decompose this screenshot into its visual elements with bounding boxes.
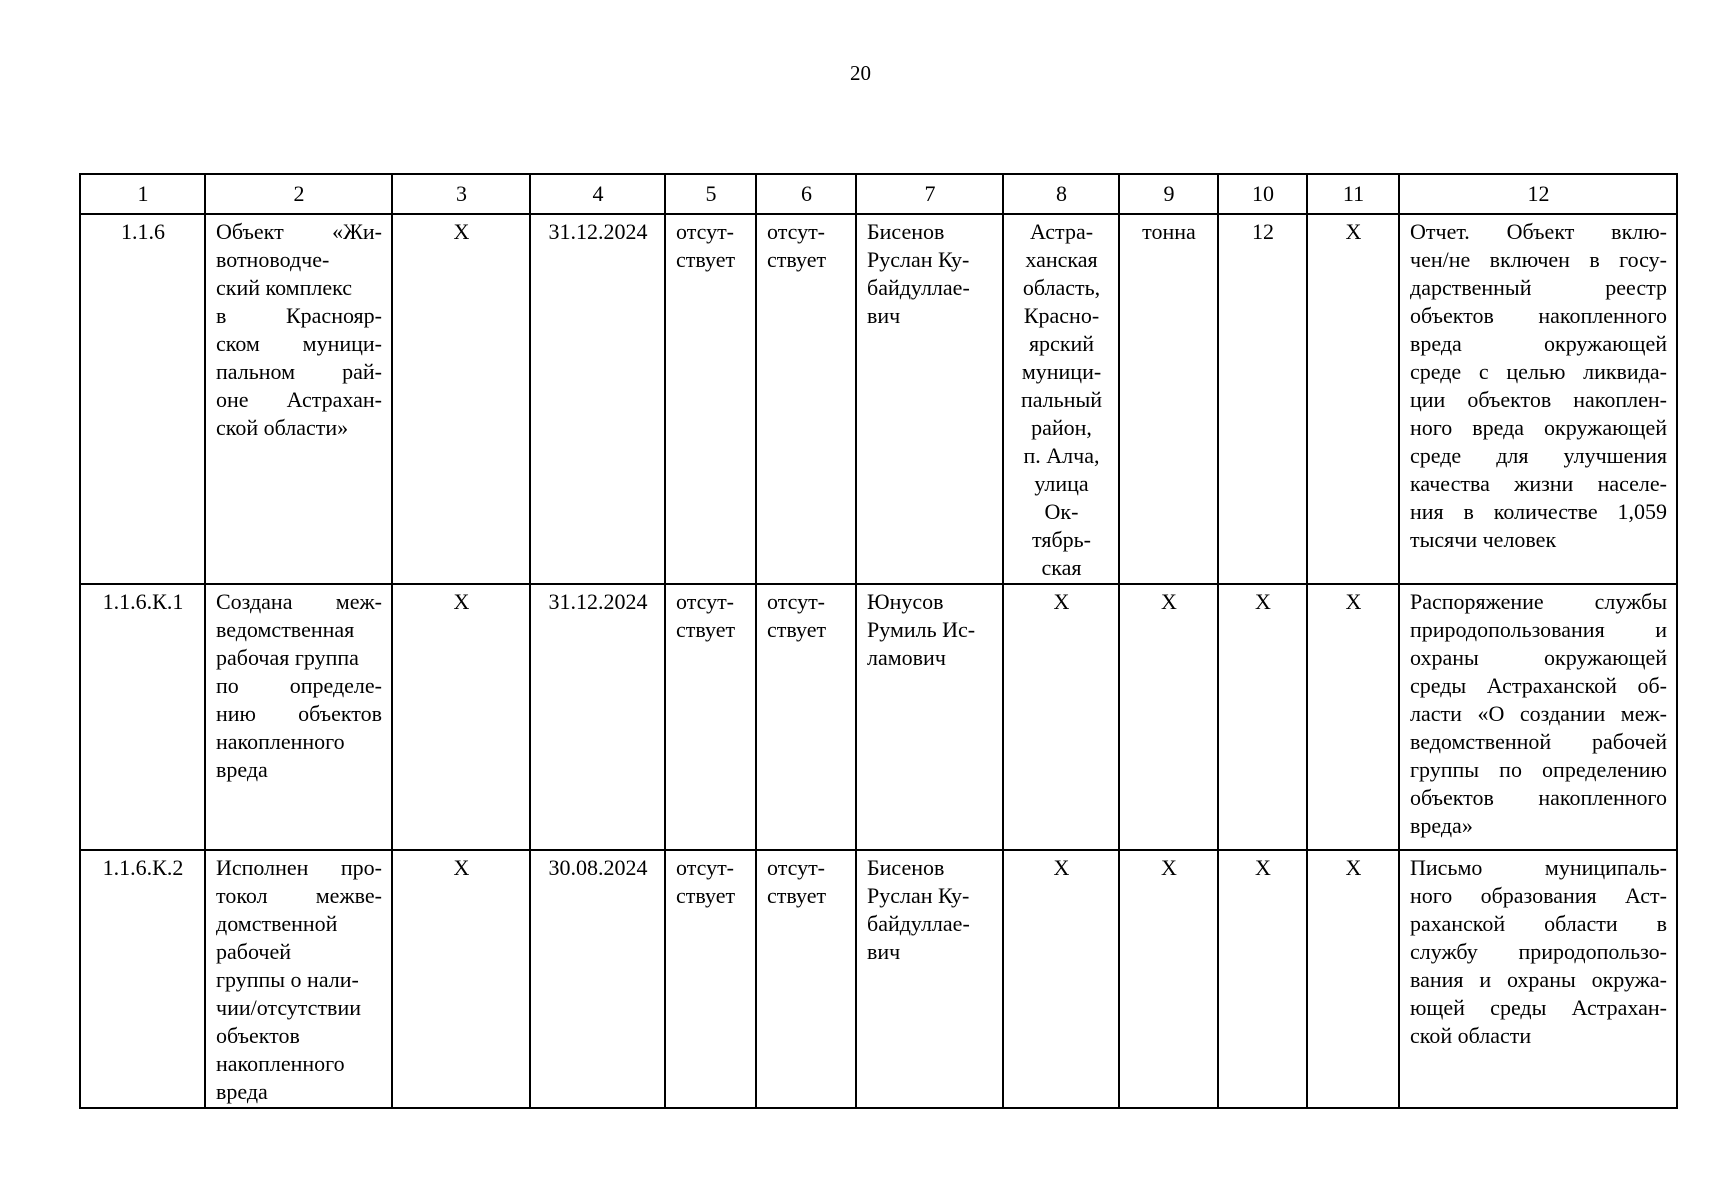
column-header: 5: [665, 174, 756, 214]
responsible-person: Юнусов Румиль Ис- ламович: [856, 584, 1003, 850]
column-header: 10: [1218, 174, 1307, 214]
unit: X: [1119, 584, 1218, 850]
column-header: 12: [1399, 174, 1677, 214]
column-header: 9: [1119, 174, 1218, 214]
cell-col5: отсут- ствует: [665, 214, 756, 584]
cell-col3: X: [392, 584, 530, 850]
cell-col3: X: [392, 850, 530, 1108]
page-number: 20: [850, 61, 871, 85]
cell-col11: X: [1307, 584, 1399, 850]
column-header: 7: [856, 174, 1003, 214]
row-id: 1.1.6: [80, 214, 205, 584]
location: Астра- ханская область, Красно- ярский муници- пальный район, п. Алча, улица Ок- тябрь- ская: [1003, 214, 1119, 584]
row-date: 31.12.2024: [530, 584, 665, 850]
responsible-person: Бисенов Руслан Ку- байдуллае- вич: [856, 850, 1003, 1108]
cell-col5: отсут- ствует: [665, 584, 756, 850]
table-row: [80, 584, 1677, 850]
column-header: 1: [80, 174, 205, 214]
cell-col3: X: [392, 214, 530, 584]
value: 12: [1218, 214, 1307, 584]
table-row: [80, 214, 1677, 584]
location: X: [1003, 850, 1119, 1108]
value: X: [1218, 584, 1307, 850]
row-id: 1.1.6.К.1: [80, 584, 205, 850]
table-header-row: [80, 174, 1677, 214]
unit: тонна: [1119, 214, 1218, 584]
result-text: Письмо муниципаль- ного образования Аст- раханской области в службу природопользо- вания и охраны окружа- ющей среды Астрахан- ской области: [1399, 850, 1677, 1108]
cell-col5: отсут- ствует: [665, 850, 756, 1108]
column-header: 2: [205, 174, 392, 214]
cell-col6: отсут- ствует: [756, 584, 856, 850]
column-header: 4: [530, 174, 665, 214]
value: X: [1218, 850, 1307, 1108]
row-date: 30.08.2024: [530, 850, 665, 1108]
row-date: 31.12.2024: [530, 214, 665, 584]
row-id: 1.1.6.К.2: [80, 850, 205, 1108]
location: X: [1003, 584, 1119, 850]
row-name: Создана меж- ведомственная рабочая группа по определе- нию объектов накопленного вреда: [205, 584, 392, 850]
result-text: Отчет. Объект вклю- чен/не включен в госу- дарственный реестр объектов накопленного вреда окружающей среде с целью ликвида- ции объектов накоплен- ного вреда окружающей среде для улучшения качества жизни населе- ния в количестве 1,059 тысячи человек: [1399, 214, 1677, 584]
cell-col6: отсут- ствует: [756, 850, 856, 1108]
table-row: [80, 850, 1677, 1108]
row-name: Объект «Жи- вотноводче- ский комплекс в Краснояр- ском муници- пальном рай- оне Астрахан- ской области»: [205, 214, 392, 584]
column-header: 3: [392, 174, 530, 214]
cell-col11: X: [1307, 850, 1399, 1108]
column-header: 8: [1003, 174, 1119, 214]
responsible-person: Бисенов Руслан Ку- байдуллае- вич: [856, 214, 1003, 584]
row-name: Исполнен про- токол межве- домственной рабочей группы о нали- чии/отсутствии объектов накопленного вреда: [205, 850, 392, 1108]
cell-col6: отсут- ствует: [756, 214, 856, 584]
column-header: 11: [1307, 174, 1399, 214]
unit: X: [1119, 850, 1218, 1108]
column-header: 6: [756, 174, 856, 214]
data-table: [79, 173, 1678, 1109]
cell-col11: X: [1307, 214, 1399, 584]
result-text: Распоряжение службы природопользования и охраны окружающей среды Астраханской об- ласти «О создании меж- ведомственной рабочей группы по определению объектов накопленного вреда»: [1399, 584, 1677, 850]
